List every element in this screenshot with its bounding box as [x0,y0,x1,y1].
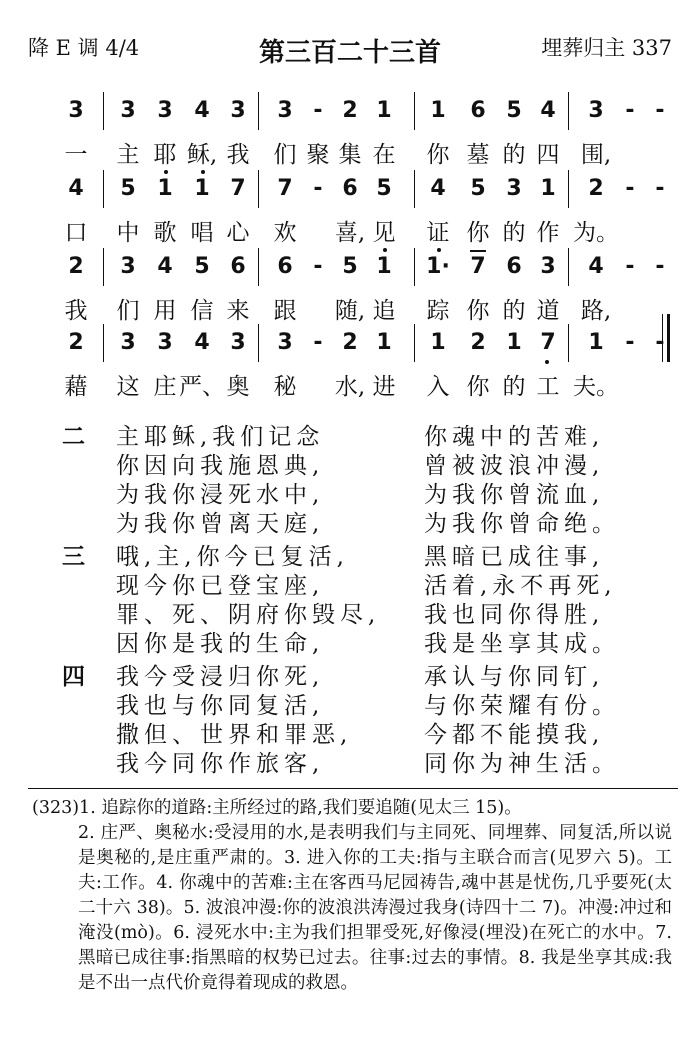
note: 4 [68,176,84,201]
lyric-syllable: 证 [426,220,450,246]
note: 7 [540,330,556,355]
note: 3 [230,98,246,123]
note: 2 [68,254,84,279]
bar-line [568,248,569,286]
bar-line [414,170,415,208]
lyric-syllable: 心 [226,220,250,246]
bar-line [414,248,415,286]
bar-line [103,324,104,362]
lyric-syllable: 为。 [573,220,619,246]
note: 4 [588,254,604,279]
note: 1 [376,330,392,355]
note: 2 [68,330,84,355]
note: 1 [194,176,210,201]
lyric-syllable: 随, [334,298,366,324]
lyric-syllable: 集 [338,142,362,168]
note: 7 [230,176,246,201]
verse-number: 三 [62,544,85,570]
note: 1 [376,254,392,279]
lyric-syllable: 见 [372,220,396,246]
verse-line-right: 与你荣耀有份。 [424,693,620,719]
bar-line [568,92,569,130]
lyric-syllable: 奥 [226,374,250,400]
duration-line [470,250,486,252]
note: 5 [470,176,486,201]
note: 1· [426,254,450,279]
bar-line [103,92,104,130]
note: 3 [120,330,136,355]
note: 3 [277,98,293,123]
octave-dot-above [201,170,205,174]
note: - [655,176,665,201]
lyric-syllable: 我 [64,298,88,324]
lyric-syllable: 你 [466,374,490,400]
lyric-syllable: 庄 [153,374,177,400]
note: - [313,254,323,279]
note: 5 [342,254,358,279]
verse-line-left: 你因向我施恩典, [116,453,325,479]
lyric-syllable: 的 [502,220,526,246]
lyric-syllable: 夫。 [573,374,619,400]
note: 1 [430,330,446,355]
lyric-syllable: 耶 [153,142,177,168]
note: 3 [506,176,522,201]
lyric-syllable: 这 [116,374,140,400]
verse-line-left: 为我你曾离天庭, [116,511,325,537]
verse-line-left: 我今同你作旅客, [116,751,325,777]
lyric-syllable: 你 [466,298,490,324]
note: 4 [194,98,210,123]
verse-line-right: 我也同你得胜, [424,602,605,628]
verse-line-right: 你魂中的苦难, [424,424,605,450]
verse-line-right: 为我你曾命绝。 [424,511,620,537]
note: 5 [194,254,210,279]
note: 6 [470,98,486,123]
key-signature: 降 E 调 4/4 [28,36,140,60]
lyric-syllable: 道 [536,298,560,324]
note: 3 [68,98,84,123]
footnotes [32,796,672,996]
verse-line-right: 我是坐享其成。 [424,631,620,657]
note: 3 [588,98,604,123]
verse-line-right: 为我你曾流血, [424,482,605,508]
bar-line [414,324,415,362]
note: 3 [230,330,246,355]
lyric-syllable: 主 [116,142,140,168]
note: 5 [120,176,136,201]
lyric-syllable: 口 [64,220,88,246]
bar-line [568,324,569,362]
note: 4 [430,176,446,201]
note: 7 [470,254,486,279]
note: 1 [430,98,446,123]
note: 7 [277,176,293,201]
note: 3 [157,330,173,355]
verse-number: 四 [62,664,85,690]
verse-line-left: 主耶稣,我们记念 [116,424,325,450]
verse-line-right: 曾被波浪冲漫, [424,453,605,479]
bar-line [103,248,104,286]
footnote-rest: 2. 庄严、奥秘水:受浸用的水,是表明我们与主同死、同埋葬、同复活,所以说是奥秘的,是庄重严肃的。3. 进入你的工夫:指与主联合而言(见罗六 5)。工夫:工作。4. 你魂中的苦难:主在客西马尼园祷告,魂中甚是忧伤,几乎要死(太二十六 38)。5. 波浪冲漫:你的波浪洪涛漫过我身(诗四十二 7)。冲漫:冲过和淹没(mò)。6. 浸死水中:主为我们担罪受死,好像浸(埋没)在死亡的水中。7. 黑暗已成往事:指黑暗的权势已过去。往事:过去的事情。8. 我是坐享其成:我是不出一点代价竟得着现成的救恩。 [78,823,672,993]
note: 3 [157,98,173,123]
note: 1 [588,330,604,355]
octave-dot-above [437,248,441,252]
lyric-syllable: 歌 [153,220,177,246]
lyric-syllable: 们 [273,142,297,168]
note: 3 [120,254,136,279]
bar-line [258,170,259,208]
verse-line-right: 活着,永不再死, [424,573,617,599]
lyric-syllable: 作 [536,220,560,246]
note: 3 [540,254,556,279]
note: 3 [120,98,136,123]
lyric-syllable: 稣, [186,142,218,168]
note: 6 [342,176,358,201]
footnote-first: (323)1. 追踪你的道路:主所经过的路,我们要追随(见太三 15)。 [32,798,522,818]
lyric-syllable: 进 [372,374,396,400]
lyric-syllable: 围, [580,142,612,168]
note: - [625,254,635,279]
note: 6 [506,254,522,279]
bar-line [414,92,415,130]
octave-dot-above [164,170,168,174]
note: 2 [342,98,358,123]
verse-line-left: 撒但、世界和罪恶, [116,722,353,748]
lyric-syllable: 你 [466,220,490,246]
note: - [625,176,635,201]
lyric-syllable: 聚 [306,142,330,168]
note: - [655,330,665,355]
lyric-syllable: 跟 [273,298,297,324]
final-bar-thick [667,314,670,362]
note: 5 [506,98,522,123]
verse-line-left: 我今受浸归你死, [116,664,325,690]
note: - [655,254,665,279]
note: 4 [540,98,556,123]
verse-line-right: 今都不能摸我, [424,722,605,748]
note: - [625,98,635,123]
lyric-syllable: 的 [502,374,526,400]
lyric-syllable: 的 [502,298,526,324]
lyric-syllable: 你 [426,142,450,168]
hymn-title: 第三百二十三首 [258,38,441,68]
note: 1 [540,176,556,201]
lyric-syllable: 们 [116,298,140,324]
lyric-syllable: 来 [226,298,250,324]
note: 2 [588,176,604,201]
verse-line-left: 罪、死、阴府你毁尽, [116,602,381,628]
lyric-syllable: 中 [116,220,140,246]
bar-line [258,248,259,286]
note: - [313,176,323,201]
note: - [313,98,323,123]
verse-line-right: 黑暗已成往事, [424,544,605,570]
lyric-syllable: 我 [226,142,250,168]
note: 4 [194,330,210,355]
lyric-syllable: 用 [153,298,177,324]
note: - [313,330,323,355]
verse-line-right: 承认与你同钉, [424,664,605,690]
verse-line-right: 同你为神生活。 [424,751,620,777]
lyric-syllable: 一 [64,142,88,168]
verse-number: 二 [62,424,85,450]
lyric-syllable: 喜, [334,220,366,246]
note: 1 [506,330,522,355]
note: 1 [376,98,392,123]
lyric-syllable: 四 [536,142,560,168]
hymn-category: 埋葬归主 337 [541,36,672,60]
verse-line-left: 因你是我的生命, [116,631,325,657]
note: 4 [157,254,173,279]
verse-line-left: 现今你已登宝座, [116,573,325,599]
lyric-syllable: 入 [426,374,450,400]
lyric-syllable: 唱 [190,220,214,246]
lyric-syllable: 欢 [273,220,297,246]
note: 2 [470,330,486,355]
lyric-syllable: 秘 [273,374,297,400]
lyric-syllable: 追 [372,298,396,324]
note: 3 [277,330,293,355]
bar-line [258,324,259,362]
bar-line [258,92,259,130]
footnote-divider [28,788,678,789]
octave-dot-above [383,248,387,252]
note: - [625,330,635,355]
lyric-syllable: 藉 [64,374,88,400]
verse-line-left: 为我你浸死水中, [116,482,325,508]
lyric-syllable: 墓 [466,142,490,168]
bar-line [568,170,569,208]
verse-line-left: 我也与你同复活, [116,693,325,719]
note: 6 [277,254,293,279]
lyric-syllable: 踪 [426,298,450,324]
note: - [655,98,665,123]
octave-dot-below [545,360,549,364]
bar-line [103,170,104,208]
lyric-syllable: 的 [502,142,526,168]
note: 6 [230,254,246,279]
note: 5 [376,176,392,201]
lyric-syllable: 在 [372,142,396,168]
lyric-syllable: 信 [190,298,214,324]
lyric-syllable: 路, [580,298,612,324]
verse-line-left: 哦,主,你今已复活, [116,544,349,570]
lyric-syllable: 严、 [179,374,225,400]
note: 1 [157,176,173,201]
note: 2 [342,330,358,355]
lyric-syllable: 水, [334,374,366,400]
lyric-syllable: 工 [536,374,560,400]
